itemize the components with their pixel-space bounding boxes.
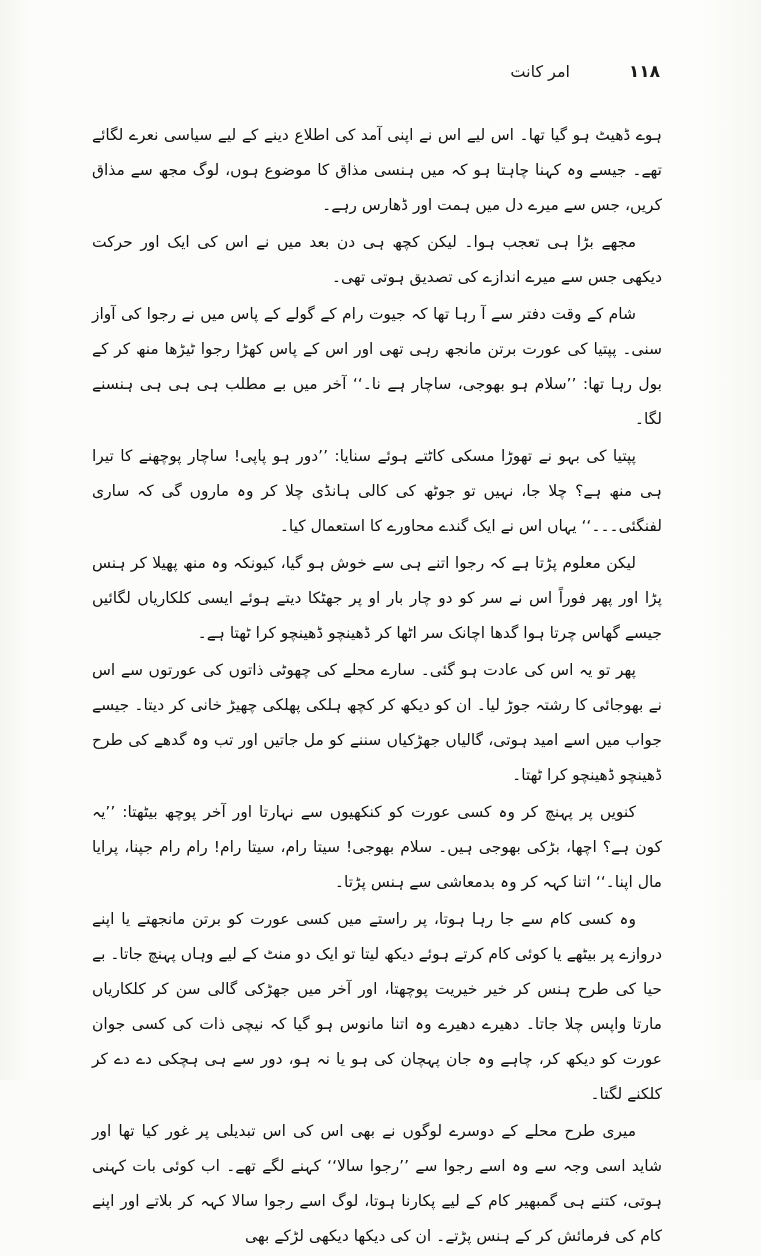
page-header bbox=[100, 62, 660, 90]
paragraph: پپتیا کی بہو نے تھوڑا مسکی کاٹتے ہوئے سنایا: ’’دور ہو پاپی! ساچار پوچھنے کا تیرا ہی منھ ہے؟ چلا جا، نہیں تو جوٹھ کی کالی ہانڈی چلا کر وہ ماروں گی کہ ساری لفنگئی۔۔۔‘‘ یہاں اس نے ایک گندے محاورے کا استعمال کیا۔ bbox=[92, 447, 662, 535]
paragraph: مجھے بڑا ہی تعجب ہوا۔ لیکن کچھ ہی دن بعد میں نے اس کی ایک اور حرکت دیکھی جس سے میرے اندازے کی تصدیق ہوتی تھی۔ bbox=[92, 233, 662, 286]
paragraph: پھر تو یہ اس کی عادت ہو گئی۔ سارے محلے کی چھوٹی ذاتوں کی عورتوں سے اس نے بھوجائی کا رشتہ جوڑ لیا۔ ان کو دیکھ کر کچھ ہلکی پھلکی چھیڑ خانی کر دیتا۔ جیسے جواب میں اسے امید ہوتی، گالیاں جھڑکیاں سننے کو مل جاتیں اور تب وہ گدھے کی طرح ڈھینچو ڈھینچو کرا ٹھتا۔ bbox=[92, 661, 662, 784]
paragraph: ہوے ڈھیٹ ہو گیا تھا۔ اس لیے اس نے اپنی آمد کی اطلاع دینے کے لیے سیاسی نعرے لگائے تھے۔ جیسے وہ کہنا چاہتا ہو کہ میں ہنسی مذاق کا موضوع ہوں، لوگ مجھ سے مذاق کریں، جس سے میرے دل میں ہمت اور ڈھارس رہے۔ bbox=[92, 126, 662, 214]
paragraph: لیکن معلوم پڑتا ہے کہ رجوا اتنے ہی سے خوش ہو گیا، کیونکہ وہ منھ پھیلا کر ہنس پڑا اور پھر فوراً اس نے سر کو دو چار بار او پر جھٹکا دیتے ہوئے ایسی کلکاریاں لگائیں جیسے گھاس چرتا ہوا گدھا اچانک سر اٹھا کر ڈھینچو ڈھینچو کرا ٹھتا ہے۔ bbox=[92, 554, 662, 642]
paragraph: وہ کسی کام سے جا رہا ہوتا، پر راستے میں کسی عورت کو برتن مانجھتے یا اپنے دروازے پر بیٹھے یا کوئی کام کرتے ہوئے دیکھ لیتا تو ایک دو منٹ کے لیے وہاں پہنچ جاتا۔ بے حیا کی طرح ہنس کر خیر خیریت پوچھتا، اور آخر میں جھڑکی گالی سن کر کلکاریاں مارتا واپس چلا جاتا۔ دھیرے دھیرے وہ اتنا مانوس ہو گیا کہ نیچی ذات کی کسی جوان عورت کو دیکھ کر، چاہے وہ جان پہچان کی ہو یا نہ ہو، دور سے ہی ہچکی دے دے کر کلکنے لگتا۔ bbox=[92, 910, 662, 1103]
paragraph: میری طرح محلے کے دوسرے لوگوں نے بھی اس کی اس تبدیلی پر غور کیا تھا اور شاید اسی وجہ سے وہ اسے رجوا سے ’’رجوا سالا‘‘ کہنے لگے تھے۔ اب کوئی بات کہنی ہوتی، کتنے ہی گمبھیر کام کے لیے پکارنا ہوتا، لوگ اسے رجوا سالا کہہ کر بلاتے اور اپنے کام کی فرمائش کر کے ہنس پڑتے۔ ان کی دیکھا دیکھی لڑکے بھی bbox=[92, 1122, 662, 1245]
paragraph: کنویں پر پہنچ کر وہ کسی عورت کو کنکھیوں سے نہارتا اور آخر پوچھ بیٹھتا: ’’یہ کون ہے؟ اچھا، بڑکی بھوجی ہیں۔ سلام بھوجی! سیتا رام، سیتا رام! رام رام جپنا، پرایا مال اپنا۔‘‘ اتنا کہہ کر وہ بدمعاشی سے ہنس پڑتا۔ bbox=[92, 803, 662, 891]
running-title: امر کانت bbox=[510, 62, 570, 81]
paragraph: شام کے وقت دفتر سے آ رہا تھا کہ جیوت رام کے گولے کے پاس میں نے رجوا کی آواز سنی۔ پپتیا کی عورت برتن مانجھ رہی تھی اور اس کے پاس کھڑا رجوا ٹیڑھا منھ کر کے بول رہا تھا: ’’سلام ہو بھوجی، ساچار ہے نا۔‘‘ آخر میں بے مطلب ہی ہی ہی ہنسنے لگا۔ bbox=[92, 305, 662, 428]
page-number: ۱۱۸ bbox=[628, 62, 660, 82]
body-text bbox=[92, 118, 662, 1256]
